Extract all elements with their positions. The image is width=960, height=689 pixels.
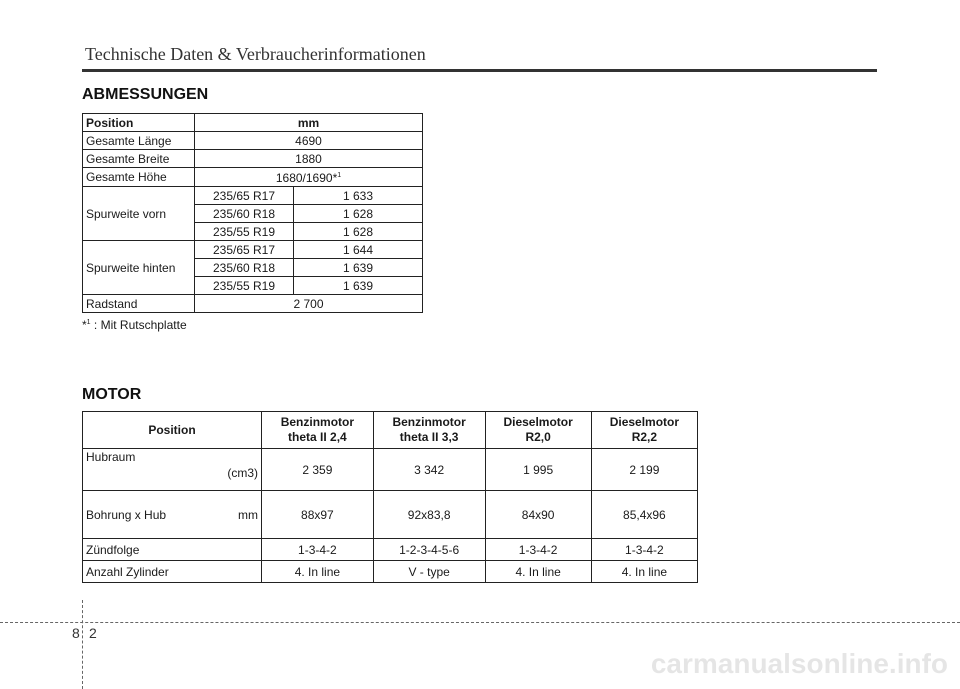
- row-value: 1 628: [294, 205, 423, 223]
- table-header-row: [83, 412, 698, 449]
- footnote-marker: 1: [337, 172, 342, 179]
- engine-type: Benzinmotor: [280, 415, 355, 429]
- row-value: 1-3-4-2: [485, 539, 591, 561]
- row-value: 4. In line: [262, 561, 374, 583]
- row-value: V - type: [373, 561, 485, 583]
- table-row: [83, 150, 423, 168]
- footer-dashed-divider: [82, 600, 83, 689]
- row-label: [83, 491, 262, 539]
- chapter-number: 8: [72, 625, 80, 641]
- table-row: [83, 449, 698, 491]
- row-value: 2 199: [591, 449, 697, 491]
- hubraum-label: Hubraum: [86, 450, 136, 464]
- header-rule: [82, 69, 877, 72]
- page-number: 2: [89, 625, 97, 641]
- row-value: 1 639: [294, 259, 423, 277]
- motor-title: MOTOR: [82, 386, 142, 403]
- bohrung-unit: mm: [238, 507, 258, 522]
- row-label: Anzahl Zylinder: [83, 561, 262, 583]
- row-value: 1-2-3-4-5-6: [373, 539, 485, 561]
- row-label: Gesamte Länge: [83, 132, 195, 150]
- engine-variant: theta II 2,4: [288, 430, 347, 444]
- row-value: 1 644: [294, 241, 423, 259]
- hubraum-unit: (cm3): [227, 466, 258, 480]
- col-engine-header: [373, 412, 485, 449]
- engine-variant: R2,2: [631, 430, 658, 444]
- row-value: 4. In line: [591, 561, 697, 583]
- row-value: 92x83,8: [373, 491, 485, 539]
- page-header-title: Technische Daten & Verbraucherinformationen: [85, 44, 426, 64]
- hoehe-value: 1680/1690*: [275, 171, 338, 185]
- row-label: [83, 449, 262, 491]
- footnote-star: *: [82, 318, 87, 332]
- col-engine-header: [485, 412, 591, 449]
- row-value: 88x97: [262, 491, 374, 539]
- tire-size: 235/55 R19: [195, 223, 294, 241]
- table-row: [83, 132, 423, 150]
- row-label: Spurweite vorn: [83, 187, 195, 241]
- footnote: [82, 318, 187, 332]
- watermark: carmanualsonline.info: [650, 648, 948, 679]
- row-value: 3 342: [373, 449, 485, 491]
- engine-variant: R2,0: [525, 430, 551, 444]
- bohrung-label: Bohrung x Hub: [86, 507, 167, 522]
- row-value: 1-3-4-2: [262, 539, 374, 561]
- dimensions-table: [82, 113, 423, 313]
- motor-table: [82, 411, 698, 583]
- row-label: Gesamte Höhe: [83, 168, 195, 187]
- engine-variant: theta II 3,3: [399, 430, 459, 444]
- engine-type: Dieselmotor: [609, 415, 680, 429]
- col-engine-header: [591, 412, 697, 449]
- row-value: 1880: [195, 150, 423, 168]
- table-row: [83, 295, 423, 313]
- row-label: Gesamte Breite: [83, 150, 195, 168]
- row-value: 2 700: [195, 295, 423, 313]
- dimensions-title: ABMESSUNGEN: [82, 86, 209, 103]
- col-position-header: Position: [83, 114, 195, 132]
- tire-size: 235/55 R19: [195, 277, 294, 295]
- footer-dashed-line: [0, 622, 960, 623]
- footnote-text: : Mit Rutschplatte: [90, 318, 187, 332]
- tire-size: 235/65 R17: [195, 187, 294, 205]
- tire-size: 235/60 R18: [195, 205, 294, 223]
- row-value: 1 633: [294, 187, 423, 205]
- col-position-header: Position: [83, 412, 262, 449]
- engine-type: Dieselmotor: [503, 415, 573, 429]
- row-label: Spurweite hinten: [83, 241, 195, 295]
- engine-type: Benzinmotor: [392, 415, 466, 429]
- row-label: Zündfolge: [83, 539, 262, 561]
- table-row: [83, 561, 698, 583]
- col-mm-header: mm: [195, 114, 423, 132]
- row-value: 4690: [195, 132, 423, 150]
- table-row: [83, 491, 698, 539]
- row-value: 1 995: [485, 449, 591, 491]
- table-row: [83, 539, 698, 561]
- tire-size: 235/65 R17: [195, 241, 294, 259]
- row-value: [195, 168, 423, 187]
- row-label: Radstand: [83, 295, 195, 313]
- row-value: 1 639: [294, 277, 423, 295]
- table-row: [83, 187, 423, 205]
- tire-size: 235/60 R18: [195, 259, 294, 277]
- table-header-row: [83, 114, 423, 132]
- table-row: [83, 168, 423, 187]
- table-row: [83, 241, 423, 259]
- row-value: 1-3-4-2: [591, 539, 697, 561]
- row-value: 84x90: [485, 491, 591, 539]
- row-value: 2 359: [262, 449, 374, 491]
- row-value: 1 628: [294, 223, 423, 241]
- footnote-sup: 1: [86, 319, 91, 326]
- col-engine-header: [262, 412, 374, 449]
- row-value: 4. In line: [485, 561, 591, 583]
- row-value: 85,4x96: [591, 491, 697, 539]
